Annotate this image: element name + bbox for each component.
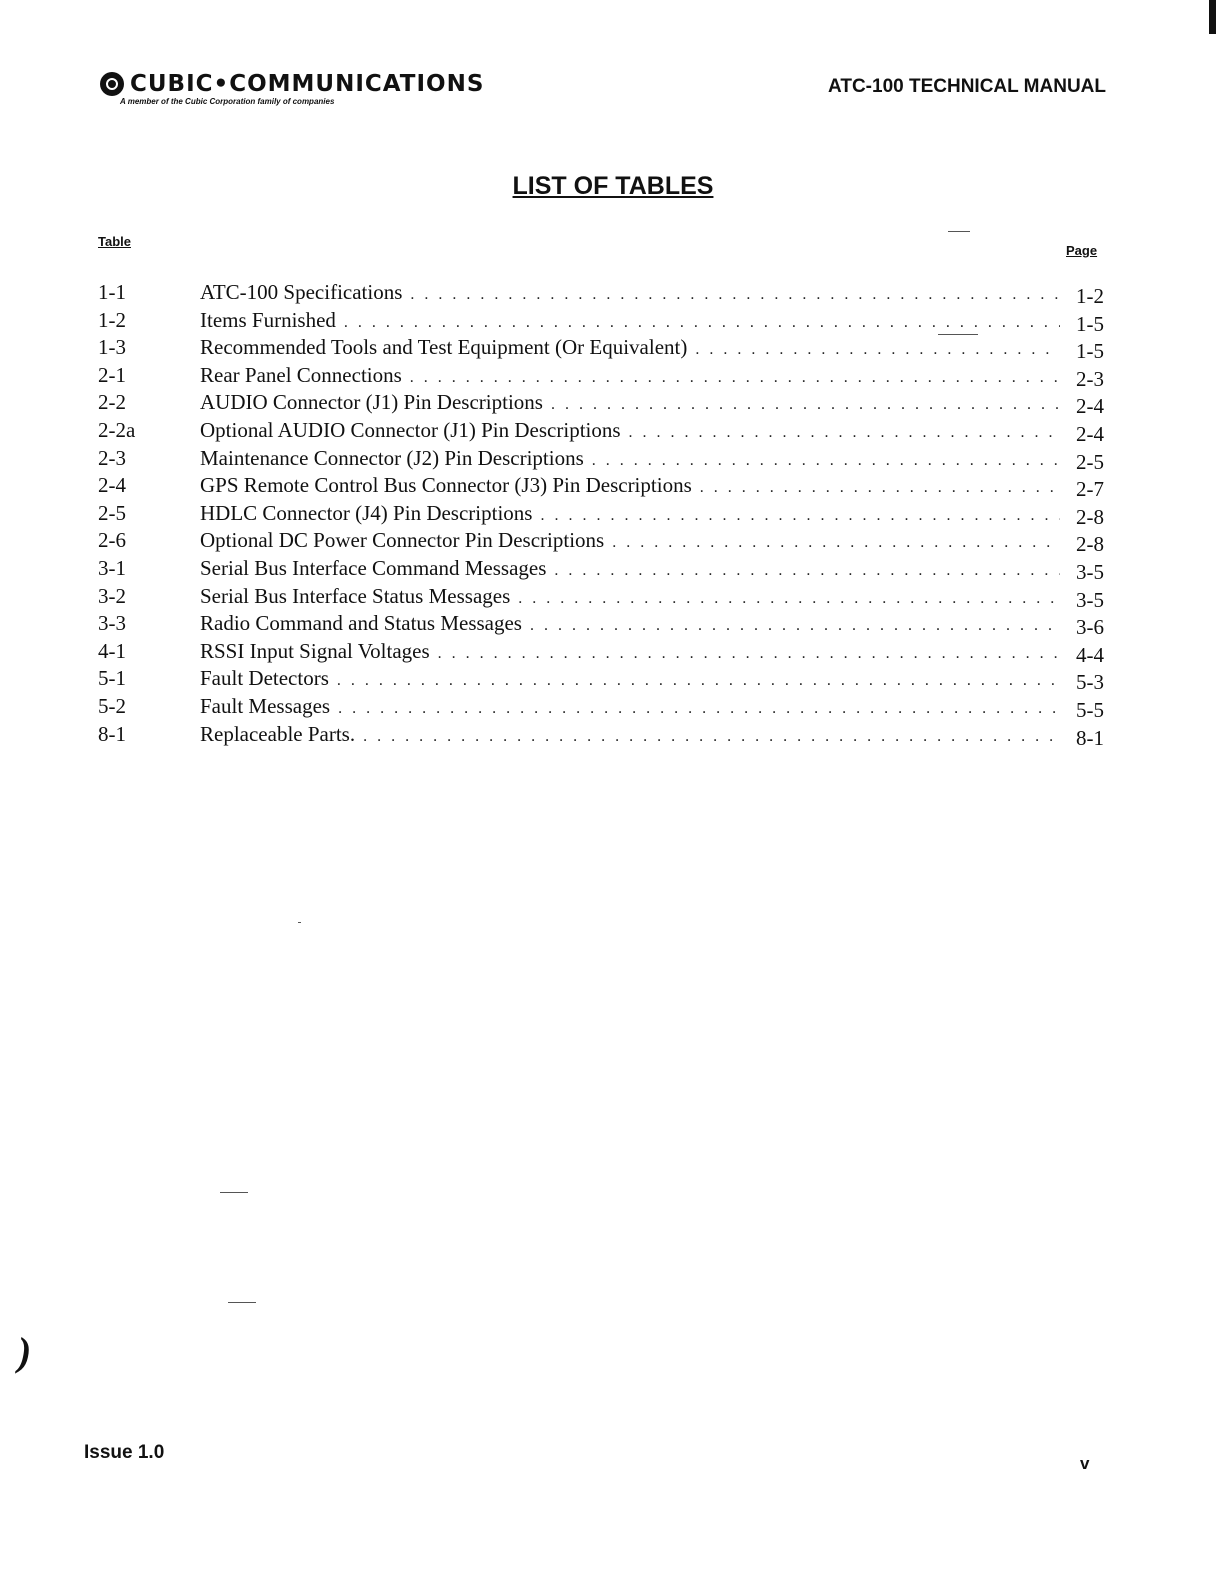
list-item[interactable] [98,418,1104,446]
dot-leader [554,562,1060,580]
table-column-header: Table [98,234,131,249]
table-number: 4-1 [98,638,126,663]
list-item[interactable] [98,556,1104,584]
table-title: Serial Bus Interface Command Messages [200,555,547,580]
table-number: 2-1 [98,362,126,387]
page-title: LIST OF TABLES [512,172,714,200]
dot-leader [344,314,1060,332]
table-number: 2-2a [98,417,136,442]
table-number: 5-1 [98,666,126,691]
table-page: 3-6 [1076,615,1104,640]
dot-leader [592,452,1060,470]
table-page: 1-2 [1076,284,1104,308]
list-item[interactable] [98,666,1104,694]
table-page: 5-3 [1076,670,1104,695]
list-item[interactable] [98,363,1104,391]
list-item[interactable] [98,584,1104,612]
company-tagline: A member of the Cubic Corporation family of companies [120,97,335,106]
table-title: Recommended Tools and Test Equipment (Or Equivalent) [200,335,688,360]
table-number: 3-1 [98,555,126,580]
table-title: Rear Panel Connections [200,362,402,387]
list-item[interactable] [98,335,1104,363]
table-title: Replaceable Parts. [200,721,356,746]
scan-speck [228,1302,256,1303]
table-title: ATC-100 Specifications [200,280,403,304]
table-number: 1-2 [98,307,126,332]
list-item[interactable] [98,446,1104,474]
table-number: 8-1 [98,721,126,746]
dot-leader [410,286,1060,304]
table-title: HDLC Connector (J4) Pin Descriptions [200,500,533,525]
table-title: AUDIO Connector (J1) Pin Descriptions [200,390,543,415]
dot-leader [410,369,1060,387]
scan-artifact-mark: ) [18,1329,32,1374]
scan-speck [948,231,970,232]
dot-leader [530,617,1060,635]
list-item[interactable] [98,694,1104,722]
list-item[interactable] [98,390,1104,418]
table-number: 2-4 [98,473,126,498]
list-item[interactable] [98,473,1104,501]
table-number: 2-2 [98,390,126,415]
table-title: Serial Bus Interface Status Messages [200,583,511,608]
list-item[interactable] [98,722,1104,750]
list-item[interactable] [98,501,1104,529]
scan-speck [298,922,301,923]
table-number: 2-5 [98,500,126,525]
page-edge-mark [1209,0,1216,34]
table-list [98,280,1104,749]
list-item[interactable] [98,280,1104,308]
table-title: Fault Detectors [200,666,329,691]
table-page: 1-5 [1076,311,1104,336]
table-number: 1-3 [98,335,126,360]
list-item[interactable] [98,611,1104,639]
table-title: Optional AUDIO Connector (J1) Pin Descriptions [200,417,621,442]
table-number: 3-2 [98,583,126,608]
dot-leader [338,700,1060,718]
dot-leader [518,590,1060,608]
table-page: 3-5 [1076,559,1104,584]
list-item[interactable] [98,639,1104,667]
cubic-emblem-icon [100,72,124,96]
company-name: CUBIC•COMMUNICATIONS [130,71,485,97]
table-page: 5-5 [1076,697,1104,722]
manual-title: ATC-100 TECHNICAL MANUAL [828,76,1106,97]
company-logo [100,72,484,106]
table-page: 3-5 [1076,587,1104,612]
dot-leader [695,341,1060,359]
table-title: GPS Remote Control Bus Connector (J3) Pin Descriptions [200,473,692,498]
table-page: 2-5 [1076,449,1104,474]
table-page: 2-8 [1076,532,1104,557]
page-number: v [1080,1454,1090,1473]
dot-leader [700,479,1060,497]
table-page: 1-5 [1076,339,1104,364]
table-page: 2-3 [1076,366,1104,391]
dot-leader [363,728,1060,746]
table-title: RSSI Input Signal Voltages [200,638,430,663]
table-page: 8-1 [1076,725,1104,750]
table-number: 2-3 [98,445,126,470]
page-column-header: Page [1066,243,1098,258]
list-item[interactable] [98,528,1104,556]
table-title: Optional DC Power Connector Pin Descriptions [200,528,605,553]
table-number: 3-3 [98,611,126,636]
table-page: 2-4 [1076,394,1104,419]
issue-label: Issue 1.0 [84,1442,165,1463]
list-item[interactable] [98,308,1104,336]
table-page: 2-7 [1076,477,1104,502]
table-page: 4-4 [1076,642,1104,667]
table-title: Radio Command and Status Messages [200,611,522,636]
dot-leader [337,672,1060,690]
table-title: Maintenance Connector (J2) Pin Descriptions [200,445,584,470]
table-page: 2-4 [1076,421,1104,446]
dot-leader [438,645,1060,663]
table-title: Fault Messages [200,693,331,718]
dot-leader [629,424,1060,442]
table-page: 2-8 [1076,504,1104,529]
table-number: 2-6 [98,528,126,553]
table-number: 5-2 [98,693,126,718]
dot-leader [612,534,1060,552]
table-title: Items Furnished [200,307,336,332]
table-number: 1-1 [98,280,126,304]
scan-speck [220,1192,248,1193]
scan-speck [938,334,978,335]
dot-leader [551,396,1060,414]
dot-leader [540,507,1060,525]
